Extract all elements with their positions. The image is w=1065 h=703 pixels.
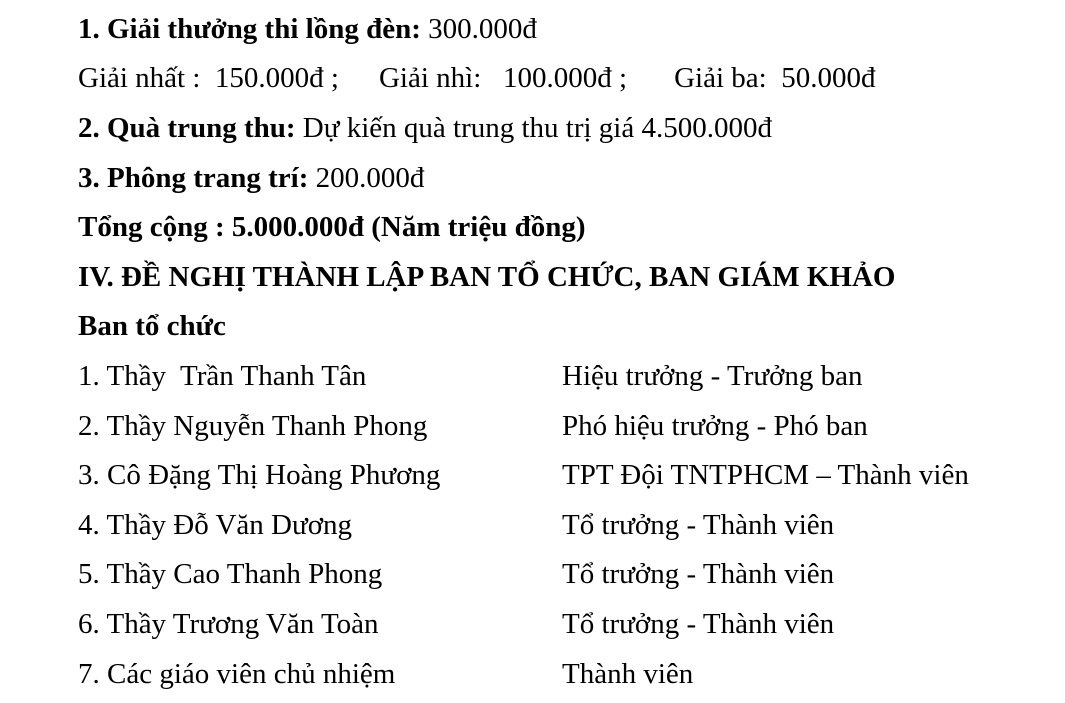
prize-breakdown-line [78, 54, 1058, 104]
member-role: Phó hiệu trưởng - Phó ban [562, 409, 868, 442]
prize-second: Giải nhì: 100.000đ ; [378, 62, 628, 95]
gift-value: Dự kiến quà trung thu trị giá 4.500.000đ [295, 111, 772, 144]
member-role: Tổ trưởng - Thành viên [562, 508, 835, 541]
member-name: 2. Thầy Nguyễn Thanh Phong [78, 409, 428, 442]
member-role: Tổ trưởng - Thành viên [562, 607, 835, 640]
decoration-label: 3. Phông trang trí: [78, 161, 309, 194]
total-line [78, 202, 1058, 252]
gift-label: 2. Quà trung thu: [78, 111, 296, 144]
decoration-value: 200.000đ [308, 161, 425, 194]
member-row [78, 500, 1058, 550]
member-row [78, 351, 1058, 401]
committee-title: Ban tổ chức [78, 310, 226, 343]
member-role: TPT Đội TNTPHCM – Thành viên [562, 459, 969, 492]
gift-line [78, 103, 1058, 153]
document-body [78, 4, 1058, 698]
member-name: 5. Thầy Cao Thanh Phong [78, 558, 383, 591]
member-name: 3. Cô Đặng Thị Hoàng Phương [78, 459, 441, 492]
prize-first: Giải nhất : 150.000đ ; [78, 62, 339, 95]
member-name: 4. Thầy Đỗ Văn Dương [78, 508, 353, 541]
member-name: 6. Thầy Trương Văn Toàn [78, 607, 379, 640]
member-row [78, 450, 1058, 500]
member-row [78, 401, 1058, 451]
member-name: 7. Các giáo viên chủ nhiệm [78, 657, 396, 690]
prize-lantern-label: 1. Giải thưởng thi lồng đèn: [78, 12, 421, 45]
member-name: 1. Thầy Trần Thanh Tân [78, 359, 367, 392]
decoration-line [78, 153, 1058, 203]
prize-lantern-line [78, 4, 1058, 54]
member-row [78, 649, 1058, 699]
prize-third: Giải ba: 50.000đ [674, 62, 876, 95]
section-title: IV. ĐỀ NGHỊ THÀNH LẬP BAN TỔ CHỨC, BAN GIÁM KHẢO [78, 260, 896, 293]
committee-title-line [78, 302, 1058, 352]
prize-lantern-value: 300.000đ [420, 12, 537, 45]
member-row [78, 550, 1058, 600]
section-title-line [78, 252, 1058, 302]
total-text: Tổng cộng : 5.000.000đ (Năm triệu đồng) [78, 211, 586, 244]
member-role: Tổ trưởng - Thành viên [562, 558, 835, 591]
member-role: Thành viên [562, 657, 694, 690]
member-role: Hiệu trưởng - Trưởng ban [562, 359, 863, 392]
member-row [78, 599, 1058, 649]
